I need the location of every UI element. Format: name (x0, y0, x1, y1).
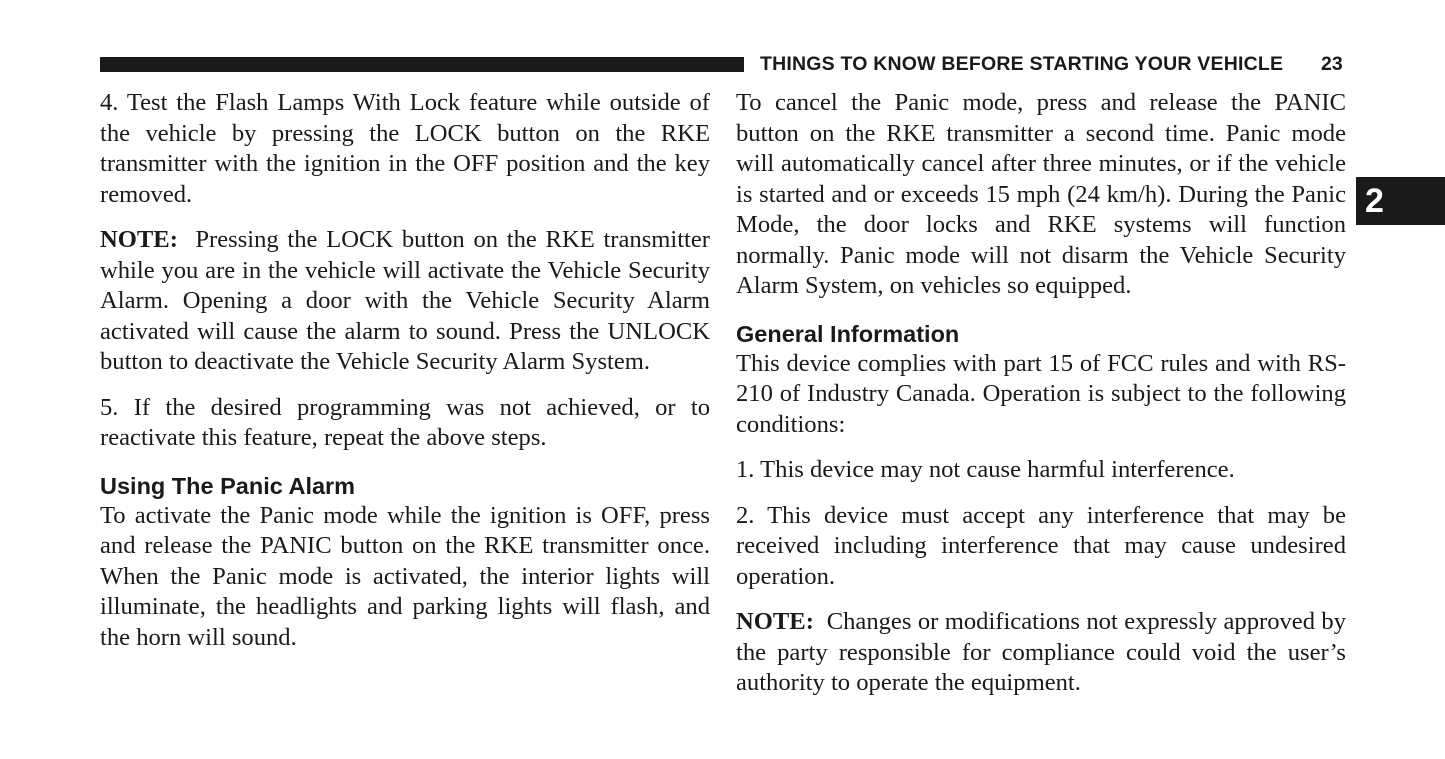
note-label: NOTE: (100, 226, 178, 253)
panic-alarm-heading: Using The Panic Alarm (100, 472, 356, 499)
general-information-heading: General Information (736, 320, 960, 347)
step-5-paragraph: 5. If the desired programming was not achieved, or to reactivate this feature, repeat the above steps. (100, 393, 710, 451)
note-text: Changes or modifications not expressly approved by the party responsible for compliance could void the user’s authority to operate the equipment. (736, 608, 1347, 696)
general-information-paragraph: This device complies with part 15 of FCC rules and with RS-210 of Industry Canada. Operation is subject to the following conditions: (736, 349, 1346, 438)
fcc-note-paragraph (736, 607, 1346, 699)
condition-1-paragraph: 1. This device may not cause harmful interference. (736, 456, 1235, 483)
note-text: Pressing the LOCK button on the RKE transmitter while you are in the vehicle will activate the Vehicle Security Alarm. Opening a door with the Vehicle Security Alarm activated will cause the alarm to sound. Press the UNLOCK button to deactivate the Vehicle Security Alarm System. (100, 226, 710, 375)
panic-alarm-paragraph: To activate the Panic mode while the ignition is OFF, press and release the PANIC button on the RKE transmitter once. When the Panic mode is activated, the interior lights will illuminate, the headlights and parking lights will flash, and the horn will sound. (100, 501, 710, 651)
running-header-title: THINGS TO KNOW BEFORE STARTING YOUR VEHICLE (760, 53, 1284, 75)
left-column (100, 88, 710, 653)
step-4-paragraph: 4. Test the Flash Lamps With Lock feature while outside of the vehicle by pressing the LOCK button on the RKE transmitter with the ignition in the OFF position and the key removed. (100, 89, 710, 208)
lock-note-paragraph (100, 225, 710, 378)
page-number: 23 (1321, 53, 1343, 75)
header-rule (100, 57, 744, 72)
condition-2-paragraph: 2. This device must accept any interference that may be received including interference that may cause undesired operation. (736, 501, 1346, 590)
right-column (736, 88, 1346, 699)
chapter-tab: 2 (1356, 177, 1445, 225)
note-label: NOTE: (736, 608, 814, 635)
cancel-panic-paragraph: To cancel the Panic mode, press and release the PANIC button on the RKE transmitter a second time. Panic mode will automatically cancel after three minutes, or if the vehicle is started and or exceeds 15 mph (24 km/h). During the Panic Mode, the door locks and RKE systems will function normally. Panic mode will not disarm the Vehicle Security Alarm System, on vehicles so equipped. (736, 89, 1346, 299)
